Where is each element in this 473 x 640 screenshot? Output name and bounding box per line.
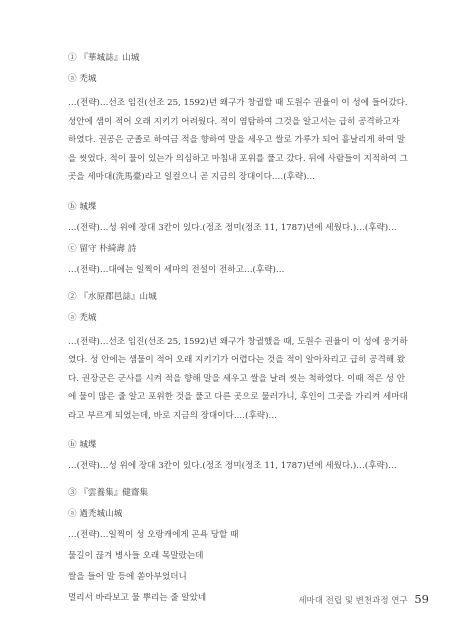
page-footer (298, 592, 429, 606)
section1-heading: ① 『華城誌』山城 (68, 53, 140, 63)
poem-line: …(전략)…일찍이 성 오랑캐에게 곤욕 당할 때 (68, 530, 239, 540)
section1-sub-a: ⓐ 禿城 (68, 74, 97, 84)
running-title: 세마대 전립 및 변천과정 연구 (298, 596, 408, 606)
poem-line: 쌀을 들어 말 등에 쏟아부었더니 (68, 572, 187, 582)
section1-sub-b: ⓑ 城堞 (68, 201, 97, 212)
section2-heading: ② 『水原郡邑誌』山城 (68, 291, 157, 302)
section3-sub-a: ⓐ 過禿城山城 (68, 509, 123, 519)
section2-line-b: …(전략)…성 위에 장대 3칸이 있다.(정조 정미(정조 11, 1787)년에 세웠다.)…(후략)… (68, 461, 397, 471)
section1-paragraph: …(전략)…선조 임진(선조 25, 1592)년 왜구가 창궐할 때 도원수 권율이 이 성에 들어갔다. 성안에 샘이 적어 오래 지키기 어려웠다. 적이 염탐하여 그것을 알고서는 급히 공격하고자 하였다. 권공은 군졸로 하여금 적을 향하여 말을 세우고 쌀로 가루가 되어 흩날리게 하여 말을 씻었다. 적이 물이 있는가 의심하고 마침내 포위를 풀고 갔다. 뒤에 사람들이 지적하여 그곳을 세마대(洗馬臺)라고 일컬으니 곧 지금의 장대이다.…(후략)… (68, 98, 408, 182)
poem-line: 멀리서 바라보고 물 뿌리는 줄 알았네 (68, 593, 207, 603)
poem-line: 물길이 끊겨 병사들 오래 목말랐는데 (68, 551, 204, 561)
section3-heading: ③ 『雲養集』健齋集 (68, 488, 149, 498)
page-content (68, 52, 410, 605)
section1-line-c: …(전략)…대에는 일찍이 세마의 전설이 전하고…(후략)… (68, 264, 285, 275)
section1-sub-c: ⓒ 留守 朴綺壽 詩 (68, 243, 137, 254)
section1-line-b: …(전략)…성 위에 장대 3칸이 있다.(정조 정미(정조 11, 1787)년에 세웠다.)…(후략)… (68, 222, 397, 233)
page-number: 59 (414, 592, 429, 606)
section2-sub-b: ⓑ 城堞 (68, 440, 97, 450)
section2-paragraph: …(전략)…선조 임진(선조 25, 1592)년 왜구가 창궐했을 때, 도원수 권율이 이 성에 웅거하였다. 성 안에는 샘물이 적어 오래 지키기가 어렵다는 것을 적이 알아차리고 급히 공격해 왔다. 권장군은 군사를 시켜 적을 향해 말을 세우고 쌀을 날려 씻는 척하였다. 이때 적은 성 안에 물이 많은 줄 알고 포위한 것을 풀고 다른 곳으로 물러가니, 후인이 그곳을 가리켜 세마대라고 부르게 되었는데, 바로 지금의 장대이다.…(후략)… (68, 336, 408, 421)
section2-sub-a: ⓐ 禿城 (68, 312, 97, 323)
